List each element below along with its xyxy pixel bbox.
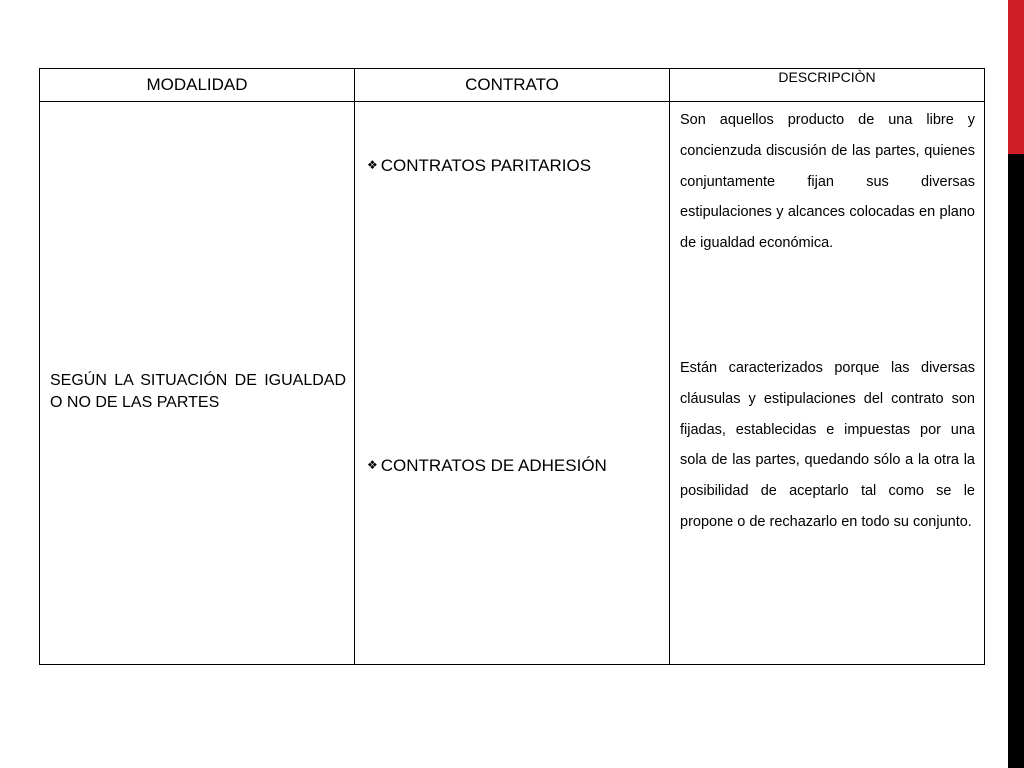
side-accent-bar-black xyxy=(1008,154,1024,768)
contract-label: CONTRATOS DE ADHESIÓN xyxy=(380,456,607,475)
descripcion-cell xyxy=(670,102,985,665)
table-header-row xyxy=(40,69,985,102)
table-row xyxy=(40,102,985,665)
diamond-bullet-icon: ❖ xyxy=(367,158,378,172)
contract-label: CONTRATOS PARITARIOS xyxy=(380,156,592,175)
side-accent-bar-red xyxy=(1008,0,1024,154)
diamond-bullet-icon: ❖ xyxy=(367,458,378,472)
contract-modalities-table xyxy=(39,68,985,665)
header-contrato: CONTRATO xyxy=(355,69,670,102)
descripcion-paritarios: Son aquellos producto de una libre y concienzuda discusión de las partes, quienes conjuntamente fijan sus diversas estipulaciones y alcances colocadas en plano de igualdad económica. xyxy=(680,112,975,252)
header-modalidad: MODALIDAD xyxy=(40,69,355,102)
modalidad-text: SEGÚN LA SITUACIÓN DE IGUALDAD O NO DE LAS PARTES xyxy=(50,372,346,411)
header-descripcion: DESCRIPCIÒN xyxy=(670,69,985,102)
contract-item-paritarios xyxy=(367,154,591,177)
modalidad-cell xyxy=(40,102,355,665)
contract-item-adhesion xyxy=(367,454,607,477)
contrato-cell xyxy=(355,102,670,665)
descripcion-adhesion: Están caracterizados porque las diversas cláusulas y estipulaciones del contrato son fijadas, establecidas e impuestas por una sola de las partes, quedando sólo a la otra la posibilidad de aceptarlo tal como se le propone o de rechazarlo en todo su conjunto. xyxy=(680,360,975,530)
